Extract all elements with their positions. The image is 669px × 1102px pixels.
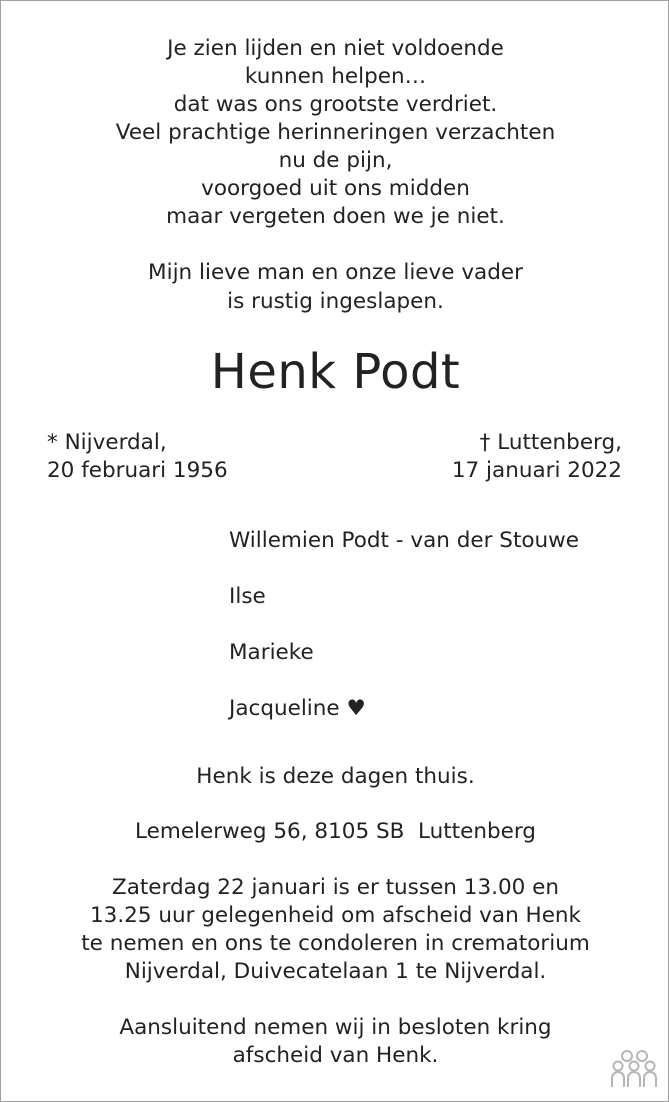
poem [1,35,669,231]
poem-line: nu de pijn, [278,148,393,173]
closing-line: Aansluitend nemen wij in besloten kring [119,1015,552,1040]
poem-line: Veel prachtige herinneringen verzachten [115,120,556,145]
farewell-line: Zaterdag 22 januari is er tussen 13.00 en [111,875,560,900]
intro-line: is rustig ingeslapen. [227,289,444,314]
family-list [229,527,579,751]
poem-line: voorgoed uit ons midden [201,176,470,201]
death-date: 17 januari 2022 [451,458,622,483]
family-member: Ilse [229,584,266,609]
intro-line: Mijn lieve man en onze lieve vader [148,260,523,285]
birth-place: * Nijverdal, [47,430,167,455]
farewell-line: te nemen en ons te condoleren in crematorium [81,931,590,956]
family-member: Willemien Podt - van der Stouwe [229,528,579,553]
closing-line: afscheid van Henk. [232,1043,439,1068]
deceased-name: Henk Podt [210,344,461,400]
intro-text [1,258,669,316]
birth-date: 20 februari 1956 [47,458,228,483]
farewell-line: 13.25 uur gelegenheid om afscheid van Henk [89,903,582,928]
address: Lemelerweg 56, 8105 SB Luttenberg [135,819,536,844]
family-member: Marieke [229,640,314,665]
death-info [452,429,622,485]
poem-line: Je zien lijden en niet voldoende [167,36,504,61]
farewell-line: Nijverdal, Duivecatelaan 1 te Nijverdal. [124,959,547,984]
people-group-icon [609,1047,659,1091]
poem-line: dat was ons grootste verdriet. [173,92,498,117]
death-place: † Luttenberg, [479,430,622,455]
family-member: Jacqueline ♥ [229,696,366,721]
closing-text [1,1014,669,1070]
birth-info [47,429,228,485]
poem-line: maar vergeten doen we je niet. [166,204,505,229]
poem-line: kunnen helpen… [244,64,427,89]
farewell-details [1,874,669,986]
home-note: Henk is deze dagen thuis. [196,764,475,789]
